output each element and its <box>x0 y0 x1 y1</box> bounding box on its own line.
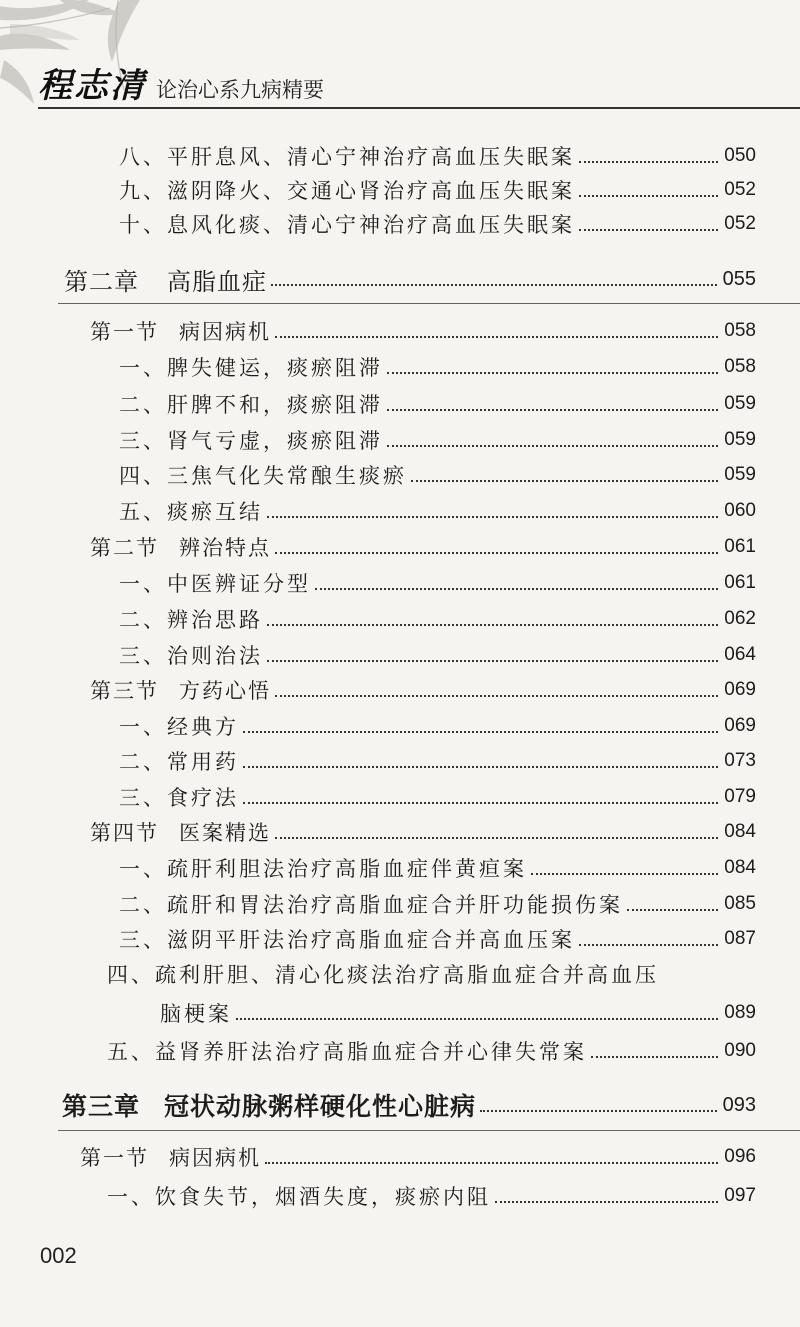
toc-page-number: 079 <box>724 786 756 807</box>
toc-page-number: 084 <box>724 857 756 878</box>
leader-dots <box>531 873 718 875</box>
toc-page-number: 097 <box>724 1185 756 1206</box>
toc-section[interactable] <box>90 530 756 564</box>
section-title: 医案精选 <box>179 821 271 845</box>
toc-item[interactable] <box>119 780 756 814</box>
toc-item[interactable] <box>107 957 756 991</box>
leader-dots <box>275 336 718 338</box>
running-header <box>38 58 324 106</box>
toc-item[interactable] <box>119 173 756 207</box>
toc-chapter[interactable] <box>64 262 756 296</box>
toc-item-label: 三、治则治法 <box>119 644 263 668</box>
header-rule <box>38 107 800 109</box>
chapter-heading <box>62 1087 476 1123</box>
leader-dots <box>591 1056 718 1058</box>
toc-item[interactable] <box>119 387 756 421</box>
toc-item-label: 二、辨治思路 <box>119 608 263 632</box>
toc-page-number: 055 <box>722 267 756 290</box>
toc-item-label: 三、食疗法 <box>119 786 239 810</box>
toc-page-number: 061 <box>724 572 756 593</box>
chapter-number: 第二章 <box>64 267 139 296</box>
toc-item[interactable] <box>119 566 756 600</box>
toc-item-label: 二、肝脾不和，痰瘀阻滞 <box>119 393 383 417</box>
leader-dots <box>243 766 718 768</box>
toc-section[interactable] <box>90 314 756 348</box>
toc-page-number: 069 <box>724 679 756 700</box>
leader-dots <box>579 161 718 163</box>
toc-chapter[interactable] <box>62 1088 756 1122</box>
section-heading <box>80 1142 261 1172</box>
leader-dots <box>236 1018 718 1020</box>
section-title: 方药心悟 <box>179 679 271 703</box>
toc-item[interactable] <box>119 887 756 921</box>
leader-dots <box>275 695 718 697</box>
leader-dots <box>271 284 717 286</box>
chapter-divider <box>58 303 800 304</box>
toc-item[interactable] <box>119 744 756 778</box>
section-number: 第四节 <box>90 821 159 845</box>
toc-item[interactable] <box>107 1179 756 1213</box>
toc-item-label: 九、滋阴降火、交通心肾治疗高血压失眠案 <box>119 179 575 203</box>
toc-page-number: 058 <box>724 320 756 341</box>
toc-item-label: 一、中医辨证分型 <box>119 572 311 596</box>
toc-item-label: 一、饮食失节，烟酒失度，痰瘀内阻 <box>107 1185 491 1209</box>
leader-dots <box>267 624 718 626</box>
toc-item-label: 四、疏利肝胆、清心化痰法治疗高脂血症合并高血压 <box>107 963 659 987</box>
toc-page-number: 090 <box>724 1040 756 1061</box>
book-title: 论治心系九病精要 <box>156 78 324 102</box>
toc-item[interactable] <box>119 458 756 492</box>
toc-section[interactable] <box>90 815 756 849</box>
toc-page-number: 089 <box>724 1002 756 1023</box>
chapter-title: 冠状动脉粥样硬化性心脏病 <box>164 1092 477 1121</box>
chapter-heading <box>64 262 267 297</box>
toc-page-number: 096 <box>724 1146 756 1167</box>
toc-item-label: 二、常用药 <box>119 750 239 774</box>
leader-dots <box>265 1162 718 1164</box>
toc-page-number: 060 <box>724 500 756 521</box>
toc-item-continuation-label: 脑梗案 <box>160 1002 232 1026</box>
section-heading <box>90 316 271 346</box>
page-number: 002 <box>40 1243 77 1268</box>
leader-dots <box>267 516 718 518</box>
leader-dots <box>579 944 718 946</box>
toc-item-label: 二、疏肝和胃法治疗高脂血症合并肝功能损伤案 <box>119 893 623 917</box>
toc-item[interactable] <box>119 423 756 457</box>
toc-page-number: 052 <box>724 213 756 234</box>
section-heading <box>90 817 271 847</box>
toc-item[interactable] <box>119 350 756 384</box>
leader-dots <box>387 409 718 411</box>
section-title: 病因病机 <box>179 320 271 344</box>
leader-dots <box>411 480 718 482</box>
leader-dots <box>315 588 718 590</box>
toc-item-label: 三、肾气亏虚，痰瘀阻滞 <box>119 429 383 453</box>
toc-page-number: 085 <box>724 893 756 914</box>
toc-page-number: 093 <box>722 1093 756 1116</box>
toc-item-label: 四、三焦气化失常酿生痰瘀 <box>119 464 407 488</box>
section-title: 病因病机 <box>169 1146 261 1170</box>
toc-item[interactable] <box>107 1034 756 1068</box>
toc-item-label: 一、疏肝利胆法治疗高脂血症伴黄疸案 <box>119 857 527 881</box>
leader-dots <box>579 195 718 197</box>
toc-page-number: 064 <box>724 644 756 665</box>
toc-page-number: 059 <box>724 393 756 414</box>
leader-dots <box>243 802 718 804</box>
section-heading <box>90 532 271 562</box>
leader-dots <box>627 909 718 911</box>
toc-item-label: 五、益肾养肝法治疗高脂血症合并心律失常案 <box>107 1040 587 1064</box>
toc-page-number: 059 <box>724 464 756 485</box>
toc-item-label: 五、痰瘀互结 <box>119 500 263 524</box>
toc-item-label: 三、滋阴平肝法治疗高脂血症合并高血压案 <box>119 928 575 952</box>
toc-section[interactable] <box>90 673 756 707</box>
leader-dots <box>579 229 718 231</box>
toc-page-number: 050 <box>724 145 756 166</box>
toc-item[interactable] <box>119 922 756 956</box>
toc-page-number: 073 <box>724 750 756 771</box>
leader-dots <box>480 1110 717 1112</box>
section-title: 辨治特点 <box>179 536 271 560</box>
toc-page-number: 084 <box>724 821 756 842</box>
chapter-number: 第三章 <box>62 1092 141 1121</box>
section-number: 第二节 <box>90 536 159 560</box>
toc-item[interactable] <box>119 139 756 173</box>
leader-dots <box>275 837 718 839</box>
toc-page-number: 062 <box>724 608 756 629</box>
toc-page-number: 059 <box>724 429 756 450</box>
leader-dots <box>387 372 718 374</box>
toc-item[interactable] <box>119 709 756 743</box>
toc-page-number: 087 <box>724 928 756 949</box>
leader-dots <box>243 731 718 733</box>
toc-item-label: 八、平肝息风、清心宁神治疗高血压失眠案 <box>119 145 575 169</box>
section-number: 第三节 <box>90 679 159 703</box>
leader-dots <box>387 445 718 447</box>
toc-item-label: 一、脾失健运，痰瘀阻滞 <box>119 356 383 380</box>
toc-item[interactable] <box>119 638 756 672</box>
toc-item-continuation[interactable] <box>160 996 756 1030</box>
toc-page-number: 058 <box>724 356 756 377</box>
chapter-divider <box>58 1130 800 1131</box>
section-heading <box>90 675 271 705</box>
leader-dots <box>495 1201 718 1203</box>
toc-section[interactable] <box>80 1140 756 1174</box>
toc-page-number: 061 <box>724 536 756 557</box>
toc-page-number: 052 <box>724 179 756 200</box>
toc-item[interactable] <box>119 207 756 241</box>
toc-item[interactable] <box>119 851 756 885</box>
chapter-title: 高脂血症 <box>167 267 267 296</box>
section-number: 第一节 <box>90 320 159 344</box>
toc-item-label: 一、经典方 <box>119 715 239 739</box>
toc-item[interactable] <box>119 494 756 528</box>
leader-dots <box>275 552 718 554</box>
leader-dots <box>267 660 718 662</box>
author-name: 程志清 <box>38 66 146 106</box>
section-number: 第一节 <box>80 1146 149 1170</box>
toc-item[interactable] <box>119 602 756 636</box>
toc-item-label: 十、息风化痰、清心宁神治疗高血压失眠案 <box>119 213 575 237</box>
toc-page-number: 069 <box>724 715 756 736</box>
